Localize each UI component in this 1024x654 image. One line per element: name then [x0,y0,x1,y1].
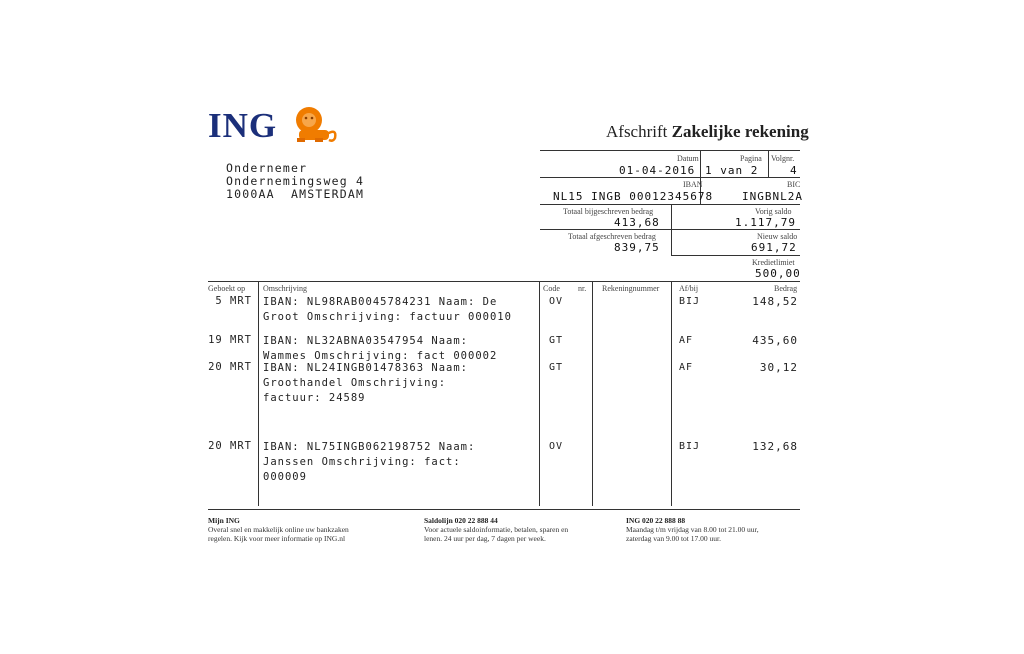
row-amount: 435,60 [752,334,798,347]
table-bottom-rule [208,509,800,510]
footer-ing-phone-text: Maandag t/m vrijdag van 8.00 tot 21.00 uur, zaterdag van 9.00 tot 17.00 uur. [626,525,759,543]
bijgeschreven-value: 413,68 [614,216,660,229]
row-date: 5 MRT [215,295,252,307]
header-code: Code [543,284,560,293]
iban-label: IBAN [683,180,703,189]
row-afbij: BIJ [679,441,701,452]
volgnr-value: 4 [790,164,798,177]
afgeschreven-label: Totaal afgeschreven bedrag [568,232,656,241]
row-description: IBAN: NL32ABNA03547954 Naam: Wammes Omschrijving: fact 000002 [263,335,498,362]
title-bold: Zakelijke rekening [671,122,809,141]
column-divider [258,281,259,506]
footer-saldolijn-text: Voor actuele saldoinformatie, betalen, sparen en lenen. 24 uur per dag, 7 dagen per week. [424,525,569,543]
table-top-rule [208,281,800,282]
pagina-value: 1 van 2 [705,164,759,177]
kredietlimiet-value: 500,00 [755,267,801,280]
ing-lion-icon [289,104,341,144]
divider [671,255,800,256]
row-amount: 132,68 [752,440,798,453]
row-afbij: AF [679,362,694,373]
header-afbij: Af/bij [679,284,699,293]
row-amount: 30,12 [759,361,798,374]
header-omschrijving: Omschrijving [263,284,307,293]
row-date: 20 MRT [208,440,252,452]
row-code: OV [549,296,564,307]
row-description: IBAN: NL98RAB0045784231 Naam: De Groot Omschrijving: factuur 000010 [263,296,512,323]
nieuw-saldo-label: Nieuw saldo [757,232,798,241]
row-afbij: BIJ [679,296,701,307]
divider [540,150,800,151]
address-line: 1000AA AMSTERDAM [226,187,365,201]
column-divider [671,281,672,506]
iban-value: NL15 INGB 00012345678 [553,190,714,203]
header-geboekt: Geboekt op [208,284,246,293]
row-afbij: AF [679,335,694,346]
header-rekeningnummer: Rekeningnummer [602,284,660,293]
row-date: 20 MRT [208,361,252,373]
bijgeschreven-label: Totaal bijgeschreven bedrag [563,207,654,216]
row-code: GT [549,335,564,346]
statement-title [606,122,809,142]
footer-mijn-ing-title: Mijn ING [208,516,240,525]
divider [768,150,769,177]
pagina-label: Pagina [740,154,762,163]
volgnr-label: Volgnr. [771,154,795,163]
address-block [226,162,364,201]
divider [540,177,800,178]
datum-value: 01-04-2016 [619,164,696,177]
row-date: 19 MRT [208,334,252,346]
row-code: GT [549,362,564,373]
address-line: Ondernemingsweg 4 [226,174,365,188]
title-prefix: Afschrift [606,122,668,141]
address-line: Ondernemer [226,161,308,175]
row-amount: 148,52 [752,295,798,308]
header-nr: nr. [578,284,587,293]
row-description: IBAN: NL24INGB01478363 Naam: Groothandel Omschrijving: factuur: 24589 [263,362,469,404]
header-bedrag: Bedrag [774,284,798,293]
divider [700,150,701,177]
kredietlimiet-label: Kredietlimiet [752,258,795,267]
divider [671,204,672,256]
divider [540,204,800,205]
ing-logo-text: ING [208,106,278,145]
column-divider [539,281,540,506]
vorig-saldo-label: Vorig saldo [755,207,792,216]
footer-mijn-ing-text: Overal snel en makkelijk online uw bankzaken regelen. Kijk voor meer informatie op ING.nl [208,525,349,543]
row-description: IBAN: NL75INGB062198752 Naam: Janssen Omschrijving: fact: 000009 [263,441,476,483]
column-divider [592,281,593,506]
divider [540,229,800,230]
afgeschreven-value: 839,75 [614,241,660,254]
bic-label: BIC [787,180,801,189]
nieuw-saldo-value: 691,72 [751,241,797,254]
row-code: OV [549,441,564,452]
datum-label: Datum [677,154,699,163]
footer-ing-phone-title: ING 020 22 888 88 [626,516,686,525]
bic-value: INGBNL2A [742,190,803,203]
vorig-saldo-value: 1.117,79 [735,216,796,229]
footer-saldolijn-title: Saldolijn 020 22 888 44 [424,516,498,525]
